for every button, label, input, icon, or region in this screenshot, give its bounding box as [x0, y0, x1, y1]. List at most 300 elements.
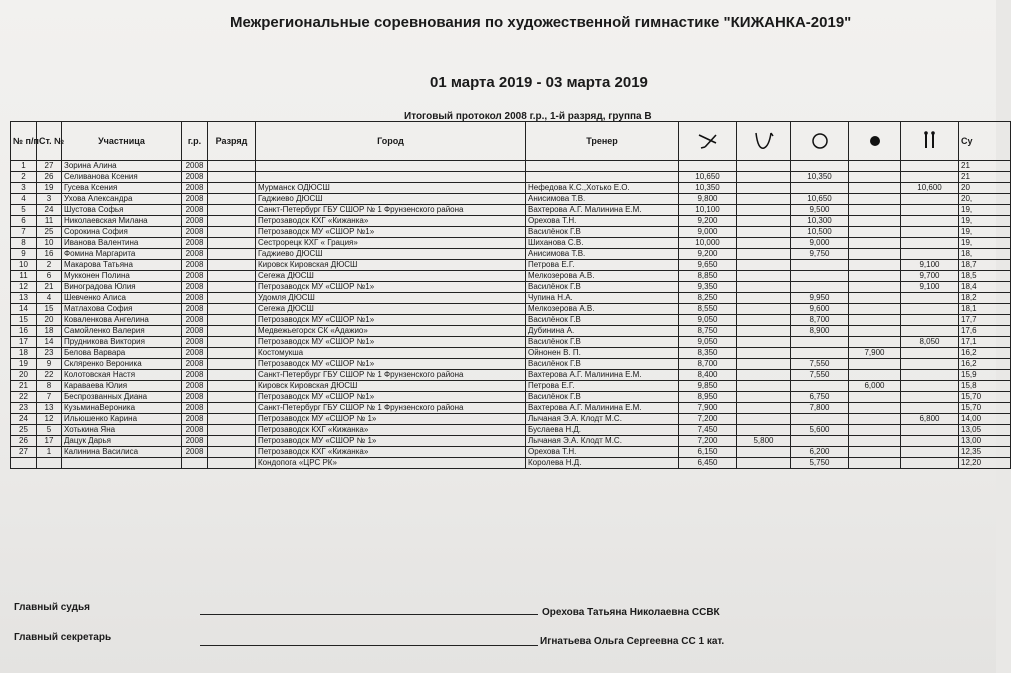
- row-score-hoop: [737, 315, 791, 326]
- row-score-clubs: 8,050: [901, 337, 959, 348]
- row-score-ring: 9,750: [791, 249, 849, 260]
- row-score-hoop: [737, 425, 791, 436]
- chief-judge-signature-line: [200, 614, 538, 615]
- row-start-number: 25: [37, 227, 62, 238]
- row-score-clubs: [901, 227, 959, 238]
- row-score-hoop: [737, 370, 791, 381]
- row-city: Медвежьегорск СК «Адажио»: [256, 326, 526, 337]
- table-row: [11, 227, 1011, 238]
- row-score-ring: 9,000: [791, 238, 849, 249]
- row-city: Санкт-Петербург ГБУ СШОР № 1 Фрунзенского района: [256, 205, 526, 216]
- row-score-ball: [849, 282, 901, 293]
- row-score-ring: [791, 381, 849, 392]
- row-start-number: 6: [37, 271, 62, 282]
- row-city: Петрозаводск КХГ «Кижанка»: [256, 447, 526, 458]
- row-start-number: 3: [37, 194, 62, 205]
- row-participant: Самойленко Валерия: [62, 326, 182, 337]
- row-score-hoop: [737, 161, 791, 172]
- row-score-hoop: [737, 205, 791, 216]
- row-start-number: 4: [37, 293, 62, 304]
- row-city: Петрозаводск МУ «СШОР №1»: [256, 315, 526, 326]
- row-city: Петрозаводск МУ «СШОР №1»: [256, 227, 526, 238]
- row-start-number: 2: [37, 260, 62, 271]
- row-total: 21: [959, 161, 1011, 172]
- row-score-ring: [791, 271, 849, 282]
- row-coach: Василёнок Г.В: [526, 282, 679, 293]
- row-score-ball: [849, 238, 901, 249]
- row-participant: Мукконен Полина: [62, 271, 182, 282]
- row-start-number: 20: [37, 315, 62, 326]
- row-score-ball: [849, 447, 901, 458]
- row-score-ball: 7,900: [849, 348, 901, 359]
- row-city: Петрозаводск МУ «СШОР № 1»: [256, 414, 526, 425]
- row-start-number: 24: [37, 205, 62, 216]
- row-score-ring: [791, 260, 849, 271]
- row-score-clubs: [901, 315, 959, 326]
- row-coach: Лычаная Э.А. Клодт М.С.: [526, 436, 679, 447]
- row-num: 6: [11, 216, 37, 227]
- row-score-clubs: 9,700: [901, 271, 959, 282]
- row-score-clubs: [901, 249, 959, 260]
- row-num: 2: [11, 172, 37, 183]
- row-score-clubs: 10,600: [901, 183, 959, 194]
- row-birth-year: 2008: [182, 337, 208, 348]
- row-score-ball: [849, 359, 901, 370]
- row-score-clubs: [901, 425, 959, 436]
- row-score-ball: [849, 337, 901, 348]
- table-row: [11, 260, 1011, 271]
- row-score-clubs: [901, 304, 959, 315]
- col-header-year: г.р.: [182, 122, 208, 161]
- row-rank: [208, 271, 256, 282]
- row-score-ball: [849, 205, 901, 216]
- row-city: Кировск Кировская ДЮСШ: [256, 260, 526, 271]
- row-score-rope: 10,100: [679, 205, 737, 216]
- row-score-rope: 10,350: [679, 183, 737, 194]
- row-score-ball: [849, 392, 901, 403]
- row-city: Сегежа ДЮСШ: [256, 271, 526, 282]
- row-score-ring: 9,500: [791, 205, 849, 216]
- row-score-ring: [791, 282, 849, 293]
- row-participant: Шустова Софья: [62, 205, 182, 216]
- row-num: 11: [11, 271, 37, 282]
- row-rank: [208, 249, 256, 260]
- row-city: Мурманск ОДЮСШ: [256, 183, 526, 194]
- row-participant: Хотькина Яна: [62, 425, 182, 436]
- row-score-ring: 5,750: [791, 458, 849, 469]
- row-num: 10: [11, 260, 37, 271]
- row-score-ball: [849, 183, 901, 194]
- row-rank: [208, 205, 256, 216]
- row-total: 16,2: [959, 348, 1011, 359]
- row-city: Петрозаводск МУ «СШОР № 1»: [256, 436, 526, 447]
- row-score-ball: [849, 194, 901, 205]
- row-num: 15: [11, 315, 37, 326]
- row-score-ring: 7,550: [791, 370, 849, 381]
- row-birth-year: 2008: [182, 315, 208, 326]
- row-total: 18,: [959, 249, 1011, 260]
- row-score-clubs: [901, 161, 959, 172]
- row-score-rope: 9,200: [679, 249, 737, 260]
- table-row: [11, 392, 1011, 403]
- row-participant: Дацук Дарья: [62, 436, 182, 447]
- row-participant: Колотовская Настя: [62, 370, 182, 381]
- table-row: [11, 403, 1011, 414]
- table-row: [11, 315, 1011, 326]
- row-score-ring: 6,200: [791, 447, 849, 458]
- ball-icon: [865, 131, 885, 151]
- row-birth-year: 2008: [182, 447, 208, 458]
- row-total: 18,7: [959, 260, 1011, 271]
- row-birth-year: 2008: [182, 172, 208, 183]
- row-rank: [208, 183, 256, 194]
- row-score-hoop: [737, 293, 791, 304]
- row-birth-year: 2008: [182, 260, 208, 271]
- col-header-hoop: [737, 122, 791, 161]
- row-score-ball: [849, 216, 901, 227]
- table-row: [11, 326, 1011, 337]
- row-coach: Буслаева Н.Д.: [526, 425, 679, 436]
- row-city: Удомля ДЮСШ: [256, 293, 526, 304]
- row-num: 8: [11, 238, 37, 249]
- row-participant: Белова Варвара: [62, 348, 182, 359]
- row-num: 24: [11, 414, 37, 425]
- row-birth-year: 2008: [182, 414, 208, 425]
- chief-judge-name: Орехова Татьяна Николаевна ССВК: [542, 607, 720, 618]
- row-rank: [208, 458, 256, 469]
- table-row: [11, 271, 1011, 282]
- row-rank: [208, 260, 256, 271]
- row-score-clubs: 9,100: [901, 282, 959, 293]
- row-coach: Чупина Н.А.: [526, 293, 679, 304]
- row-city: Петрозаводск КХГ «Кижанка»: [256, 425, 526, 436]
- row-rank: [208, 337, 256, 348]
- row-total: 18,5: [959, 271, 1011, 282]
- row-total: 12,20: [959, 458, 1011, 469]
- row-rank: [208, 194, 256, 205]
- row-num: 16: [11, 326, 37, 337]
- row-score-ring: [791, 348, 849, 359]
- row-start-number: 9: [37, 359, 62, 370]
- row-score-hoop: [737, 271, 791, 282]
- row-birth-year: 2008: [182, 161, 208, 172]
- row-coach: Анисимова Т.В.: [526, 194, 679, 205]
- row-score-clubs: [901, 216, 959, 227]
- row-coach: Вахтерова А.Г. Малинина Е.М.: [526, 403, 679, 414]
- row-score-ring: 10,650: [791, 194, 849, 205]
- row-coach: Анисимова Т.В.: [526, 249, 679, 260]
- row-total: 19,: [959, 205, 1011, 216]
- row-coach: Шиханова С.В.: [526, 238, 679, 249]
- chief-secretary-name: Игнатьева Ольга Сергеевна СС 1 кат.: [540, 636, 725, 647]
- row-rank: [208, 161, 256, 172]
- row-total: 15,9: [959, 370, 1011, 381]
- row-total: 20: [959, 183, 1011, 194]
- row-start-number: 1: [37, 447, 62, 458]
- row-total: 19,: [959, 238, 1011, 249]
- row-start-number: 10: [37, 238, 62, 249]
- table-row: [11, 183, 1011, 194]
- row-coach: Василёнок Г.В: [526, 315, 679, 326]
- row-birth-year: 2008: [182, 359, 208, 370]
- row-participant: Фомина Маргарита: [62, 249, 182, 260]
- row-coach: Королева Н.Д.: [526, 458, 679, 469]
- col-header-rank: Разряд: [208, 122, 256, 161]
- row-rank: [208, 348, 256, 359]
- rope-icon: [696, 131, 720, 151]
- row-num: 4: [11, 194, 37, 205]
- results-table: [10, 121, 1011, 469]
- row-score-hoop: [737, 183, 791, 194]
- row-coach: Петрова Е.Г.: [526, 381, 679, 392]
- table-row: [11, 249, 1011, 260]
- col-header-city: Город: [256, 122, 526, 161]
- row-birth-year: 2008: [182, 348, 208, 359]
- col-header-ring: [791, 122, 849, 161]
- row-score-clubs: [901, 403, 959, 414]
- row-score-ball: [849, 414, 901, 425]
- row-total: 18,1: [959, 304, 1011, 315]
- row-score-rope: [679, 161, 737, 172]
- row-score-hoop: [737, 282, 791, 293]
- row-birth-year: 2008: [182, 370, 208, 381]
- row-birth-year: 2008: [182, 381, 208, 392]
- row-score-rope: 8,750: [679, 326, 737, 337]
- row-city: Кондопога «ЦРС РК»: [256, 458, 526, 469]
- row-participant: Караваева Юлия: [62, 381, 182, 392]
- row-start-number: 8: [37, 381, 62, 392]
- row-start-number: 23: [37, 348, 62, 359]
- row-participant: Ильюшенко Карина: [62, 414, 182, 425]
- row-score-ball: [849, 227, 901, 238]
- col-header-start: Ст. №: [37, 122, 62, 161]
- row-total: 16,2: [959, 359, 1011, 370]
- row-city: Сегежа ДЮСШ: [256, 304, 526, 315]
- table-row: [11, 337, 1011, 348]
- row-score-ring: 8,700: [791, 315, 849, 326]
- row-score-hoop: [737, 337, 791, 348]
- row-participant: Матлахова София: [62, 304, 182, 315]
- row-city: Петрозаводск МУ «СШОР №1»: [256, 282, 526, 293]
- row-birth-year: 2008: [182, 183, 208, 194]
- row-score-hoop: [737, 392, 791, 403]
- row-score-hoop: [737, 249, 791, 260]
- row-birth-year: 2008: [182, 238, 208, 249]
- row-num: 5: [11, 205, 37, 216]
- chief-secretary-label: Главный секретарь: [14, 632, 112, 643]
- row-coach: Орехова Т.Н.: [526, 447, 679, 458]
- row-start-number: 18: [37, 326, 62, 337]
- row-rank: [208, 381, 256, 392]
- table-row: [11, 304, 1011, 315]
- row-total: 21: [959, 172, 1011, 183]
- row-num: 25: [11, 425, 37, 436]
- row-rank: [208, 447, 256, 458]
- row-score-ball: [849, 293, 901, 304]
- row-rank: [208, 282, 256, 293]
- hoop-icon: [752, 130, 776, 152]
- col-header-coach: Тренер: [526, 122, 679, 161]
- row-total: 12,35: [959, 447, 1011, 458]
- row-score-hoop: [737, 458, 791, 469]
- row-birth-year: 2008: [182, 425, 208, 436]
- row-birth-year: 2008: [182, 403, 208, 414]
- row-birth-year: 2008: [182, 227, 208, 238]
- table-row: [11, 238, 1011, 249]
- table-row: [11, 436, 1011, 447]
- row-total: 15,70: [959, 392, 1011, 403]
- row-num: 1: [11, 161, 37, 172]
- row-score-clubs: 9,100: [901, 260, 959, 271]
- row-score-hoop: [737, 304, 791, 315]
- row-score-ring: 10,300: [791, 216, 849, 227]
- row-city: Гаджиево ДЮСШ: [256, 194, 526, 205]
- row-coach: Василёнок Г.В: [526, 359, 679, 370]
- row-score-rope: 8,950: [679, 392, 737, 403]
- row-score-hoop: [737, 216, 791, 227]
- row-score-hoop: [737, 403, 791, 414]
- row-rank: [208, 403, 256, 414]
- row-score-ball: [849, 425, 901, 436]
- row-score-ring: [791, 436, 849, 447]
- row-city: [256, 172, 526, 183]
- row-num: 7: [11, 227, 37, 238]
- row-score-hoop: [737, 414, 791, 425]
- row-score-ring: 5,600: [791, 425, 849, 436]
- row-participant: Скляренко Вероника: [62, 359, 182, 370]
- row-city: Петрозаводск МУ «СШОР №1»: [256, 392, 526, 403]
- row-score-clubs: [901, 293, 959, 304]
- row-coach: Ойнонен В. П.: [526, 348, 679, 359]
- row-score-rope: 8,250: [679, 293, 737, 304]
- row-score-ring: 9,950: [791, 293, 849, 304]
- row-start-number: 19: [37, 183, 62, 194]
- col-header-rope: [679, 122, 737, 161]
- row-num: 19: [11, 359, 37, 370]
- row-num: [11, 458, 37, 469]
- col-header-ball: [849, 122, 901, 161]
- row-participant: Коваленкова Ангелина: [62, 315, 182, 326]
- row-score-rope: 8,350: [679, 348, 737, 359]
- row-score-rope: 7,450: [679, 425, 737, 436]
- row-score-ball: [849, 458, 901, 469]
- row-score-clubs: [901, 194, 959, 205]
- row-total: 20,: [959, 194, 1011, 205]
- row-rank: [208, 414, 256, 425]
- row-score-rope: 7,900: [679, 403, 737, 414]
- row-total: 15,70: [959, 403, 1011, 414]
- competition-dates: 01 марта 2019 - 03 марта 2019: [430, 74, 648, 91]
- row-score-clubs: [901, 447, 959, 458]
- row-score-ball: [849, 271, 901, 282]
- table-row: [11, 348, 1011, 359]
- table-row: [11, 414, 1011, 425]
- row-num: 9: [11, 249, 37, 260]
- row-rank: [208, 216, 256, 227]
- row-total: 18,2: [959, 293, 1011, 304]
- row-score-ring: 10,500: [791, 227, 849, 238]
- row-num: 14: [11, 304, 37, 315]
- row-score-ball: [849, 436, 901, 447]
- table-row: [11, 359, 1011, 370]
- clubs-icon: [920, 130, 940, 152]
- col-header-name: Участница: [62, 122, 182, 161]
- row-total: 15,8: [959, 381, 1011, 392]
- row-participant: Иванова Валентина: [62, 238, 182, 249]
- row-score-clubs: [901, 172, 959, 183]
- row-rank: [208, 172, 256, 183]
- row-coach: Дубинина А.: [526, 326, 679, 337]
- row-coach: Мелкозерова А.В.: [526, 304, 679, 315]
- row-participant: Макарова Татьяна: [62, 260, 182, 271]
- row-start-number: 26: [37, 172, 62, 183]
- row-num: 17: [11, 337, 37, 348]
- row-score-rope: 9,800: [679, 194, 737, 205]
- row-rank: [208, 370, 256, 381]
- row-birth-year: 2008: [182, 293, 208, 304]
- row-birth-year: 2008: [182, 304, 208, 315]
- row-score-ring: [791, 161, 849, 172]
- row-score-hoop: [737, 172, 791, 183]
- row-score-rope: 9,000: [679, 227, 737, 238]
- row-rank: [208, 392, 256, 403]
- row-score-rope: 8,850: [679, 271, 737, 282]
- results-table-body: [11, 161, 1011, 469]
- row-rank: [208, 326, 256, 337]
- row-score-clubs: [901, 370, 959, 381]
- row-score-rope: 9,850: [679, 381, 737, 392]
- row-rank: [208, 238, 256, 249]
- table-row: [11, 293, 1011, 304]
- row-score-ball: [849, 403, 901, 414]
- row-score-clubs: [901, 436, 959, 447]
- row-score-rope: 9,650: [679, 260, 737, 271]
- row-coach: [526, 161, 679, 172]
- row-city: Санкт-Петербург ГБУ СШОР № 1 Фрунзенского района: [256, 370, 526, 381]
- row-num: 3: [11, 183, 37, 194]
- row-num: 27: [11, 447, 37, 458]
- row-start-number: 7: [37, 392, 62, 403]
- row-num: 23: [11, 403, 37, 414]
- row-coach: Вахтерова А.Г. Малинина Е.М.: [526, 370, 679, 381]
- row-start-number: 16: [37, 249, 62, 260]
- row-participant: Калинина Василиса: [62, 447, 182, 458]
- row-birth-year: 2008: [182, 205, 208, 216]
- chief-judge-label: Главный судья: [14, 602, 90, 613]
- row-num: 20: [11, 370, 37, 381]
- row-participant: [62, 458, 182, 469]
- row-score-ring: 9,600: [791, 304, 849, 315]
- row-start-number: 11: [37, 216, 62, 227]
- row-coach: Василёнок Г.В: [526, 337, 679, 348]
- row-participant: Николаевская Милана: [62, 216, 182, 227]
- row-num: 13: [11, 293, 37, 304]
- row-score-hoop: [737, 381, 791, 392]
- row-score-rope: 7,200: [679, 436, 737, 447]
- row-score-clubs: [901, 392, 959, 403]
- row-score-rope: 8,700: [679, 359, 737, 370]
- row-num: 18: [11, 348, 37, 359]
- row-score-ring: 8,900: [791, 326, 849, 337]
- row-coach: [526, 172, 679, 183]
- row-participant: Шевченко Алиса: [62, 293, 182, 304]
- row-num: 26: [11, 436, 37, 447]
- row-score-hoop: [737, 194, 791, 205]
- row-score-ball: [849, 315, 901, 326]
- row-score-clubs: [901, 205, 959, 216]
- row-score-clubs: [901, 359, 959, 370]
- row-rank: [208, 359, 256, 370]
